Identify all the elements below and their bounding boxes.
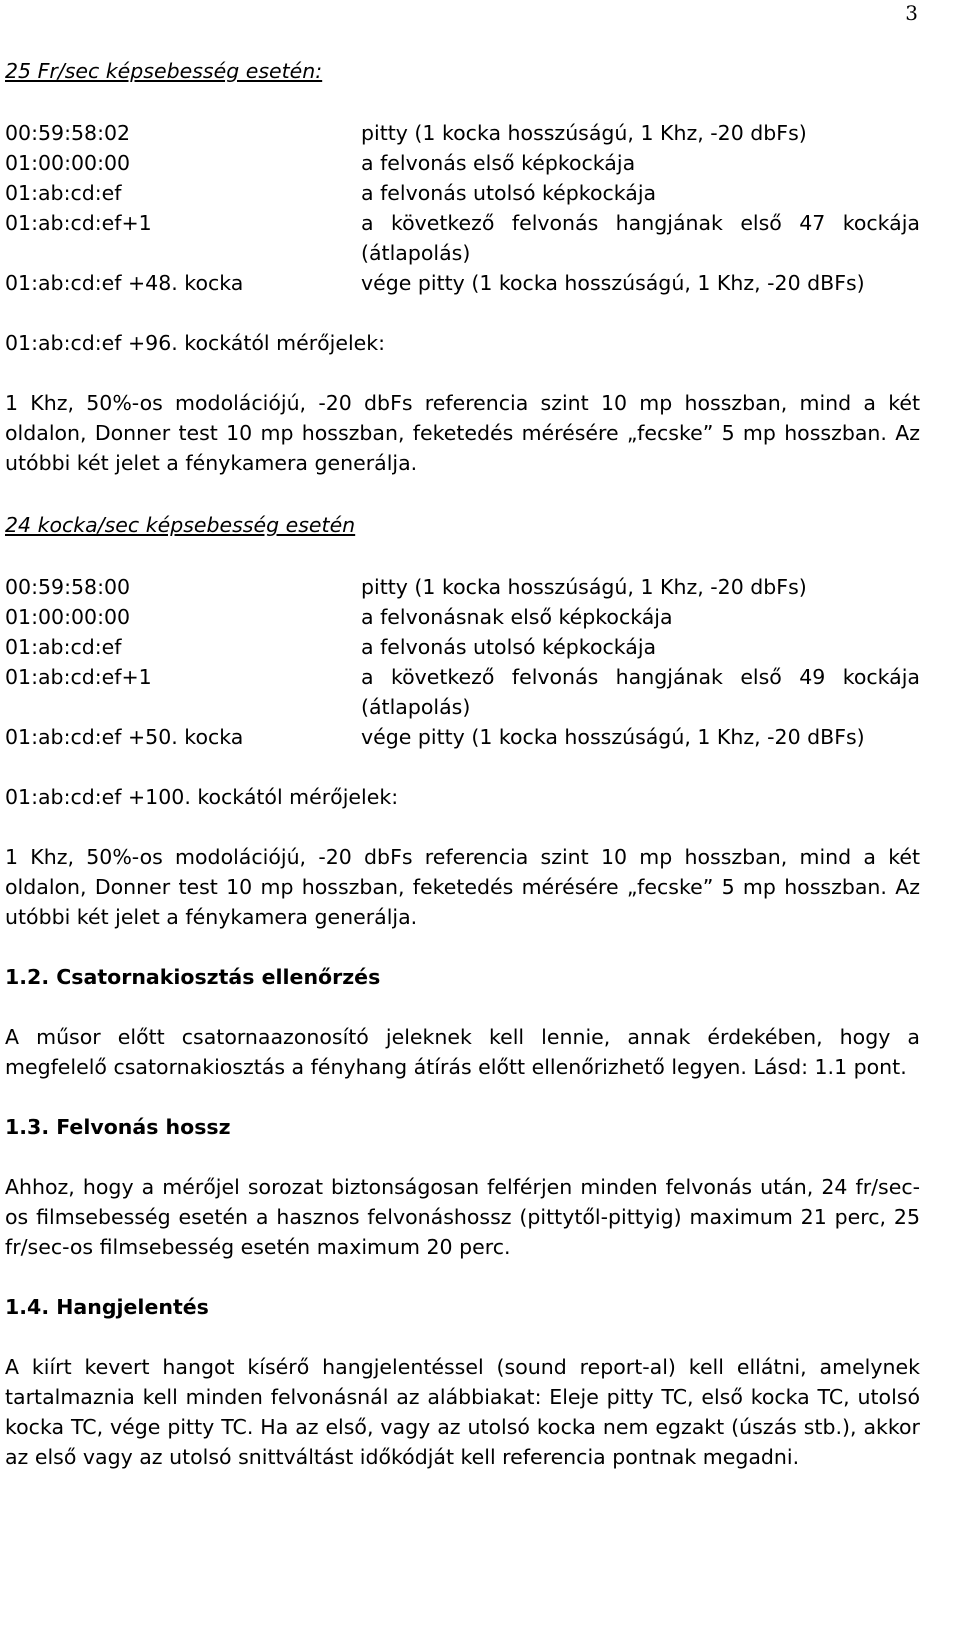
timecode: 01:ab:cd:ef +48. kocka: [5, 271, 244, 295]
timecode-description: a felvonás első képkockája: [361, 151, 636, 175]
section-paragraph-1-2: A műsor előtt csatornaazonosító jeleknek kell lennie, annak érdekében, hogy a megfelelő csatornakiosztás a fényhang átírás előtt ellenőrizhető legyen. Lásd: 1.1 pont.: [5, 1025, 920, 1079]
timecode: 00:59:58:02: [5, 121, 131, 145]
timecode-table-24fps: [5, 572, 920, 752]
timecode-description: a következő felvonás hangjának első 49 kockája (átlapolás): [361, 665, 920, 719]
table-row: [5, 178, 920, 208]
table-row: [5, 722, 920, 752]
timecode-description: a felvonás utolsó képkockája: [361, 635, 657, 659]
timecode: 01:00:00:00: [5, 151, 131, 175]
table-row: [5, 118, 920, 148]
timecode-description: pitty (1 kocka hosszúságú, 1 Khz, -20 dbFs): [361, 121, 807, 145]
section-title-1-4: 1.4. Hangjelentés: [5, 1295, 209, 1319]
section-paragraph-1-4: A kiírt kevert hangot kísérő hangjelentéssel (sound report-al) kell ellátni, amelynek tartalmaznia kell minden felvonásnál az alábbiakat: Eleje pitty TC, első kocka TC, utolsó kocka TC, vége pitty TC. Ha az első, vagy az utolsó kocka nem egzakt (úszás stb.), akkor az első vagy az utolsó snittváltást időkódját kell referencia pontnak megadni.: [5, 1355, 920, 1469]
timecode-description: vége pitty (1 kocka hosszúságú, 1 Khz, -20 dBFs): [361, 271, 865, 295]
table-row: [5, 268, 920, 298]
marker-line-24fps: 01:ab:cd:ef +100. kockától mérőjelek:: [5, 785, 399, 809]
timecode-description: pitty (1 kocka hosszúságú, 1 Khz, -20 dbFs): [361, 575, 807, 599]
table-row: [5, 602, 920, 632]
section-title-1-2: 1.2. Csatornakiosztás ellenőrzés: [5, 965, 381, 989]
table-row: [5, 662, 920, 722]
page-number: 3: [905, 1, 918, 25]
marker-paragraph-25fps: 1 Khz, 50%-os modolációjú, -20 dbFs referencia szint 10 mp hosszban, mind a két oldalon, Donner test 10 mp hosszban, feketedés mérésére „fecske” 5 mp hosszban. Az utóbbi két jelet a fénykamera generálja.: [5, 391, 920, 475]
timecode-table-25fps: [5, 118, 920, 298]
timecode-description: vége pitty (1 kocka hosszúságú, 1 Khz, -20 dBFs): [361, 725, 865, 749]
marker-line-25fps: 01:ab:cd:ef +96. kockától mérőjelek:: [5, 331, 386, 355]
timecode-description: a következő felvonás hangjának első 47 kockája (átlapolás): [361, 211, 920, 265]
timecode: 01:00:00:00: [5, 605, 131, 629]
section-title-1-3: 1.3. Felvonás hossz: [5, 1115, 231, 1139]
timecode: 01:ab:cd:ef: [5, 635, 122, 659]
timecode-description: a felvonás utolsó képkockája: [361, 181, 657, 205]
table-row: [5, 208, 920, 268]
timecode: 00:59:58:00: [5, 575, 131, 599]
table-row: [5, 572, 920, 602]
section-heading-24fps: 24 kocka/sec képsebesség esetén: [5, 513, 356, 537]
table-row: [5, 632, 920, 662]
timecode: 01:ab:cd:ef+1: [5, 211, 152, 235]
timecode: 01:ab:cd:ef +50. kocka: [5, 725, 244, 749]
timecode: 01:ab:cd:ef: [5, 181, 122, 205]
timecode: 01:ab:cd:ef+1: [5, 665, 152, 689]
section-paragraph-1-3: Ahhoz, hogy a mérőjel sorozat biztonságosan felférjen minden felvonás után, 24 fr/sec-os filmsebesség esetén a hasznos felvonáshossz (pittytől-pittyig) maximum 21 perc, 25 fr/sec-os filmsebesség esetén maximum 20 perc.: [5, 1175, 920, 1259]
timecode-description: a felvonásnak első képkockája: [361, 605, 673, 629]
section-heading-25fps: 25 Fr/sec képsebesség esetén:: [5, 59, 323, 83]
marker-paragraph-24fps: 1 Khz, 50%-os modolációjú, -20 dbFs referencia szint 10 mp hosszban, mind a két oldalon, Donner test 10 mp hosszban, feketedés mérésére „fecske” 5 mp hosszban. Az utóbbi két jelet a fénykamera generálja.: [5, 845, 920, 929]
document-body: [5, 56, 920, 1472]
table-row: [5, 148, 920, 178]
